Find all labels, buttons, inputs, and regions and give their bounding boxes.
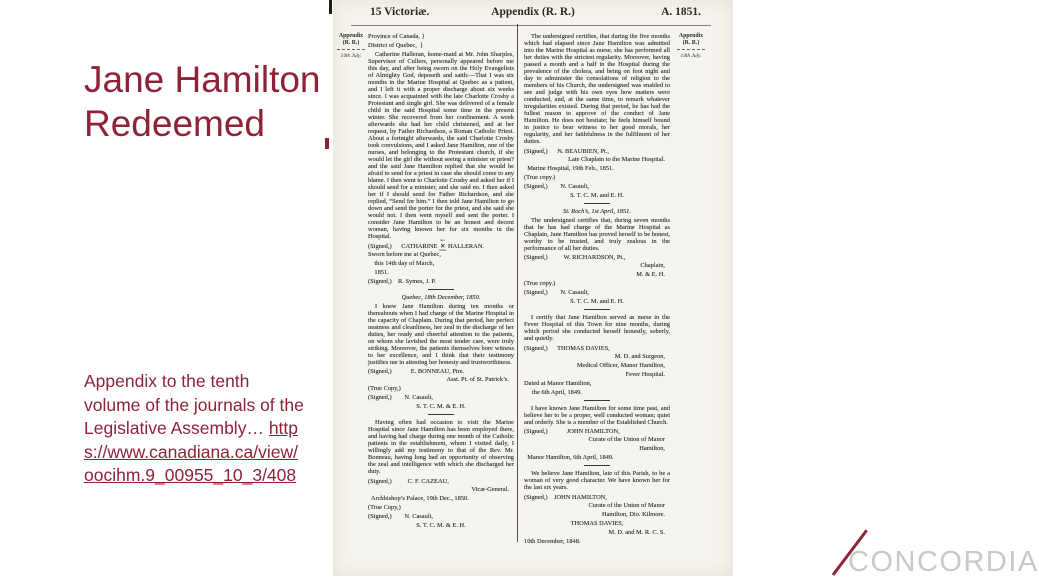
doc-line: (True Copy,) (368, 385, 401, 392)
margin-dashed-rule (677, 49, 705, 50)
doc-line: (Signed,) JOHN HAMILTON, (524, 493, 607, 501)
doc-line: (Signed,) W. RICHARDSON, Pt., (524, 254, 626, 261)
doc-line: this 14th day of March, (368, 259, 435, 267)
doc-line: Province of Canada, } (368, 33, 425, 40)
margin-note-right (675, 33, 707, 60)
doc-line: Asst. Pt. of St. Patrick’s. (446, 376, 509, 383)
doc-line: (True Copy,) (368, 503, 401, 511)
doc-line: (Signed,) JOHN HAMILTON, (524, 428, 620, 435)
doc-line: Hamilton, Dio. Kilmore. (601, 510, 665, 518)
doc-line: (Signed,) N. Casault, (368, 394, 433, 401)
doc-line: M. & E. H. (636, 271, 665, 278)
doc-line: We believe Jane Hamilton, late of this Parish, to be a woman of very good character. We have known her for the last six years. (524, 470, 670, 491)
doc-line: (True copy.) (524, 280, 556, 287)
doc-line: Dated at Manor Hamilton, (524, 379, 592, 387)
doc-line: (Signed,) N. Casault, (368, 512, 433, 520)
red-edge-mark (325, 138, 329, 149)
margin-ref-label: (R. R.) (342, 39, 360, 46)
her-mark-cross: her ✕ mark (439, 237, 447, 253)
doc-line: Marine Hospital, 19th Feb., 1851. (524, 164, 614, 172)
doc-line: (True copy.) (524, 173, 556, 181)
section-divider (584, 400, 610, 401)
margin-date: 14th July. (680, 53, 702, 60)
doc-line: the 6th April, 1849. (524, 388, 582, 396)
doc-line: THOMAS DAVIES, (570, 519, 624, 527)
doc-line: Hamilton, (639, 445, 665, 452)
section-divider (584, 309, 610, 310)
doc-line: The undersigned certifies that, during seven months that he has had charge of the Marine Hospital as Chaplain, Jane Hamilton has proved herself to be honest, worthy to be trusted, and truly zealous in the performance of all her duties. (524, 216, 670, 252)
document-column-right (524, 33, 670, 547)
doc-line: Late Chaplain to the Marine Hospital. (568, 155, 665, 163)
title-line-1: Jane Hamilton (84, 59, 321, 100)
doc-line: I certify that Jane Hamilton served as nurse in the Fever Hospital of this Town for nine months, during which period she conducted herself honestly, soberly, and quietly. (524, 314, 670, 342)
doc-line: S. T. C. M. & E. H. (416, 403, 466, 410)
header-volume: 15 Victoriæ. (370, 6, 430, 18)
column-divider (517, 24, 518, 542)
doc-line: (Signed,) CATHARINE her ✕ mark HALLERAN. (368, 237, 485, 253)
doc-line: Curate of the Union of Manor (588, 436, 665, 443)
title-line-2: Redeemed (84, 103, 266, 144)
doc-line: (Signed,) THOMAS DAVIES, (524, 344, 610, 352)
margin-appendix-label: Appendix (678, 33, 704, 39)
doc-line: (Signed,) E. BONNEAU, Ptre. (368, 368, 465, 375)
caption-text: Appendix to the tenth volume of the journals of the Legislative Assembly… (84, 371, 304, 438)
doc-line: Having often had occasion to visit the Marine Hospital since Jane Hamilton has been employed there, and having had charge during one month of the Catholic patients in the establishment, whom I visited daily, I willingly add my testimony to that of the Rev. Mr. Bonneau, having long had an opportunity of observing the zeal and intelligence with which she discharged her duty. (368, 419, 514, 475)
doc-line: (Signed,) R. Symes, J. P. (368, 277, 436, 285)
margin-dashed-rule (337, 49, 365, 50)
doc-line: 1851. (368, 268, 389, 276)
page-title (84, 58, 344, 146)
doc-line: M. D. and M. R. C. S. (608, 528, 665, 536)
section-divider (428, 414, 454, 415)
doc-line: S. T. C. M. & E. H. (416, 521, 466, 529)
source-caption (84, 370, 304, 488)
header-appendix: Appendix (R. R.) (491, 6, 575, 18)
concordia-logo: CONCORDIA (848, 546, 1039, 578)
doc-line: (Signed,) C. F. CAZEAU, (368, 477, 449, 485)
doc-line: S. T. C. M. and E. H. (570, 191, 624, 199)
doc-line: Curate of the Union of Manor (588, 501, 665, 509)
section-divider (584, 465, 610, 466)
doc-line: St. Roch’s, 1st April, 1851. (563, 207, 631, 215)
margin-ref-label: (R. R.) (682, 39, 700, 46)
doc-line: Archbishop’s Palace, 19th Dec., 1850. (368, 494, 469, 502)
source-link[interactable]: https://www.canadiana.ca/view/oocihm.9_00955_10_3/408 (84, 418, 299, 485)
doc-line: Fever Hospital. (625, 370, 665, 378)
margin-date: 14th July. (340, 53, 362, 60)
doc-line: I have known Jane Hamilton for some time past, and believe her to be a proper, well conducted woman; quiet and orderly. She is a member of the Established Church. (524, 404, 670, 426)
header-rule (351, 25, 711, 26)
doc-line: Vicar-General. (471, 485, 509, 493)
doc-line: Quebec, 18th December, 1850. (401, 293, 481, 301)
doc-line: Medical Officer, Manor Hamilton, (576, 361, 665, 369)
doc-line: Manor Hamilton, 6th April, 1849. (524, 454, 614, 461)
doc-line: (Signed,) N. Casault, (524, 182, 589, 190)
doc-line: 10th December, 1848. (524, 537, 581, 545)
doc-line: M. D. and Surgeon, (614, 352, 665, 360)
doc-line: The undersigned certifies, that during the five months which had elapsed since Jane Hamilton was admitted into the Marine Hospital as nurse, she has performed all her duties with the strictest regularity. Moreover, having passed a month and a half in the Hospital during the prevalence of the cholera, and being on foot night and day to administer the consolations of religion to the members of his Church, the undersigned was enabled to see and judge with his own eyes how matters were conducted, and, at the same time, to remark whatever irregularities existed. During that period, he has had the fullest reason to approve of the conduct of Jane Hamilton. He does not hesitate; he feels himself bound in justice to bear witness to her good morals, her regularity, and her faithfulness in the fulfilment of her duties. (524, 33, 670, 145)
doc-line: Chaplain, (640, 262, 665, 269)
scanned-document (333, 0, 733, 576)
section-divider (428, 289, 454, 290)
doc-line: I knew Jane Hamilton during ten months or thereabouts when I had charge of the Marine Hospital in the capacity of Chaplain. During that period, her perfect neatness and cleanliness, her zeal in the discharge of her duties, her ready and cheerful attention to the patients, on whom she lavished the most tender care, were truly striking. Moreover, the patients themselves bore witness to her excellence, and I think that their testimony justifies me in attesting her honesty and trustworthiness. (368, 302, 514, 366)
doc-line: (Signed,) N. BEAUBIEN, Pt., (524, 147, 610, 155)
doc-line: Catherine Halleran, home-maid at Mr. John Sharples, Supervisor of Cullers, personally appeared before me this day, and after being sworn on the Holy Evangelists of Almighty God, deposeth and saith:—That I was six months in the Marine Hospital at Quebec as a patient, and I left it with a proper discharge about six weeks since. I was acquainted with the late Charlotte Crosby a Protestant and single girl. She was delivered of a female child in the said Hospital some time in the present winter. She recovered from her confinement. A week afterwards she had her child christened, and at her request, by Father Richardson, a Roman Catholic Priest. About a fortnight afterwards, the said Charlotte Crosby took convulsions, and I asked Jane Hamilton, one of the nurses, and belonging to the Protestant church, if she would let the girl die without seeing a minister or priest? and the said Jane Hamilton replied that she would be afraid to send for a priest in case she should come to any blame. I then went to Charlotte Crosby and asked her if I should send for a minister, and she said no. I then asked her if I should send for Father Richardson, and she replied, “Send for him.” I then told Jane Hamilton to go down and send the porter for the priest, and she said she would not. I then went myself and sent the porter. I consider Jane Hamilton to be an honest and decent woman, having known her for six months in the Hospital. (368, 51, 514, 240)
scan-artifact-tick (329, 0, 332, 14)
doc-line: S. T. C. M. and E. H. (570, 298, 624, 305)
section-divider (584, 203, 610, 204)
header-year: A. 1851. (661, 6, 701, 18)
doc-line: Sworn before me at Quebec, (368, 250, 441, 258)
margin-appendix-label: Appendix (338, 33, 364, 39)
document-column-left (368, 33, 514, 531)
doc-line: (Signed,) N. Casault, (524, 289, 589, 296)
doc-line: District of Quebec, } (368, 42, 424, 49)
margin-note-left (335, 33, 367, 60)
